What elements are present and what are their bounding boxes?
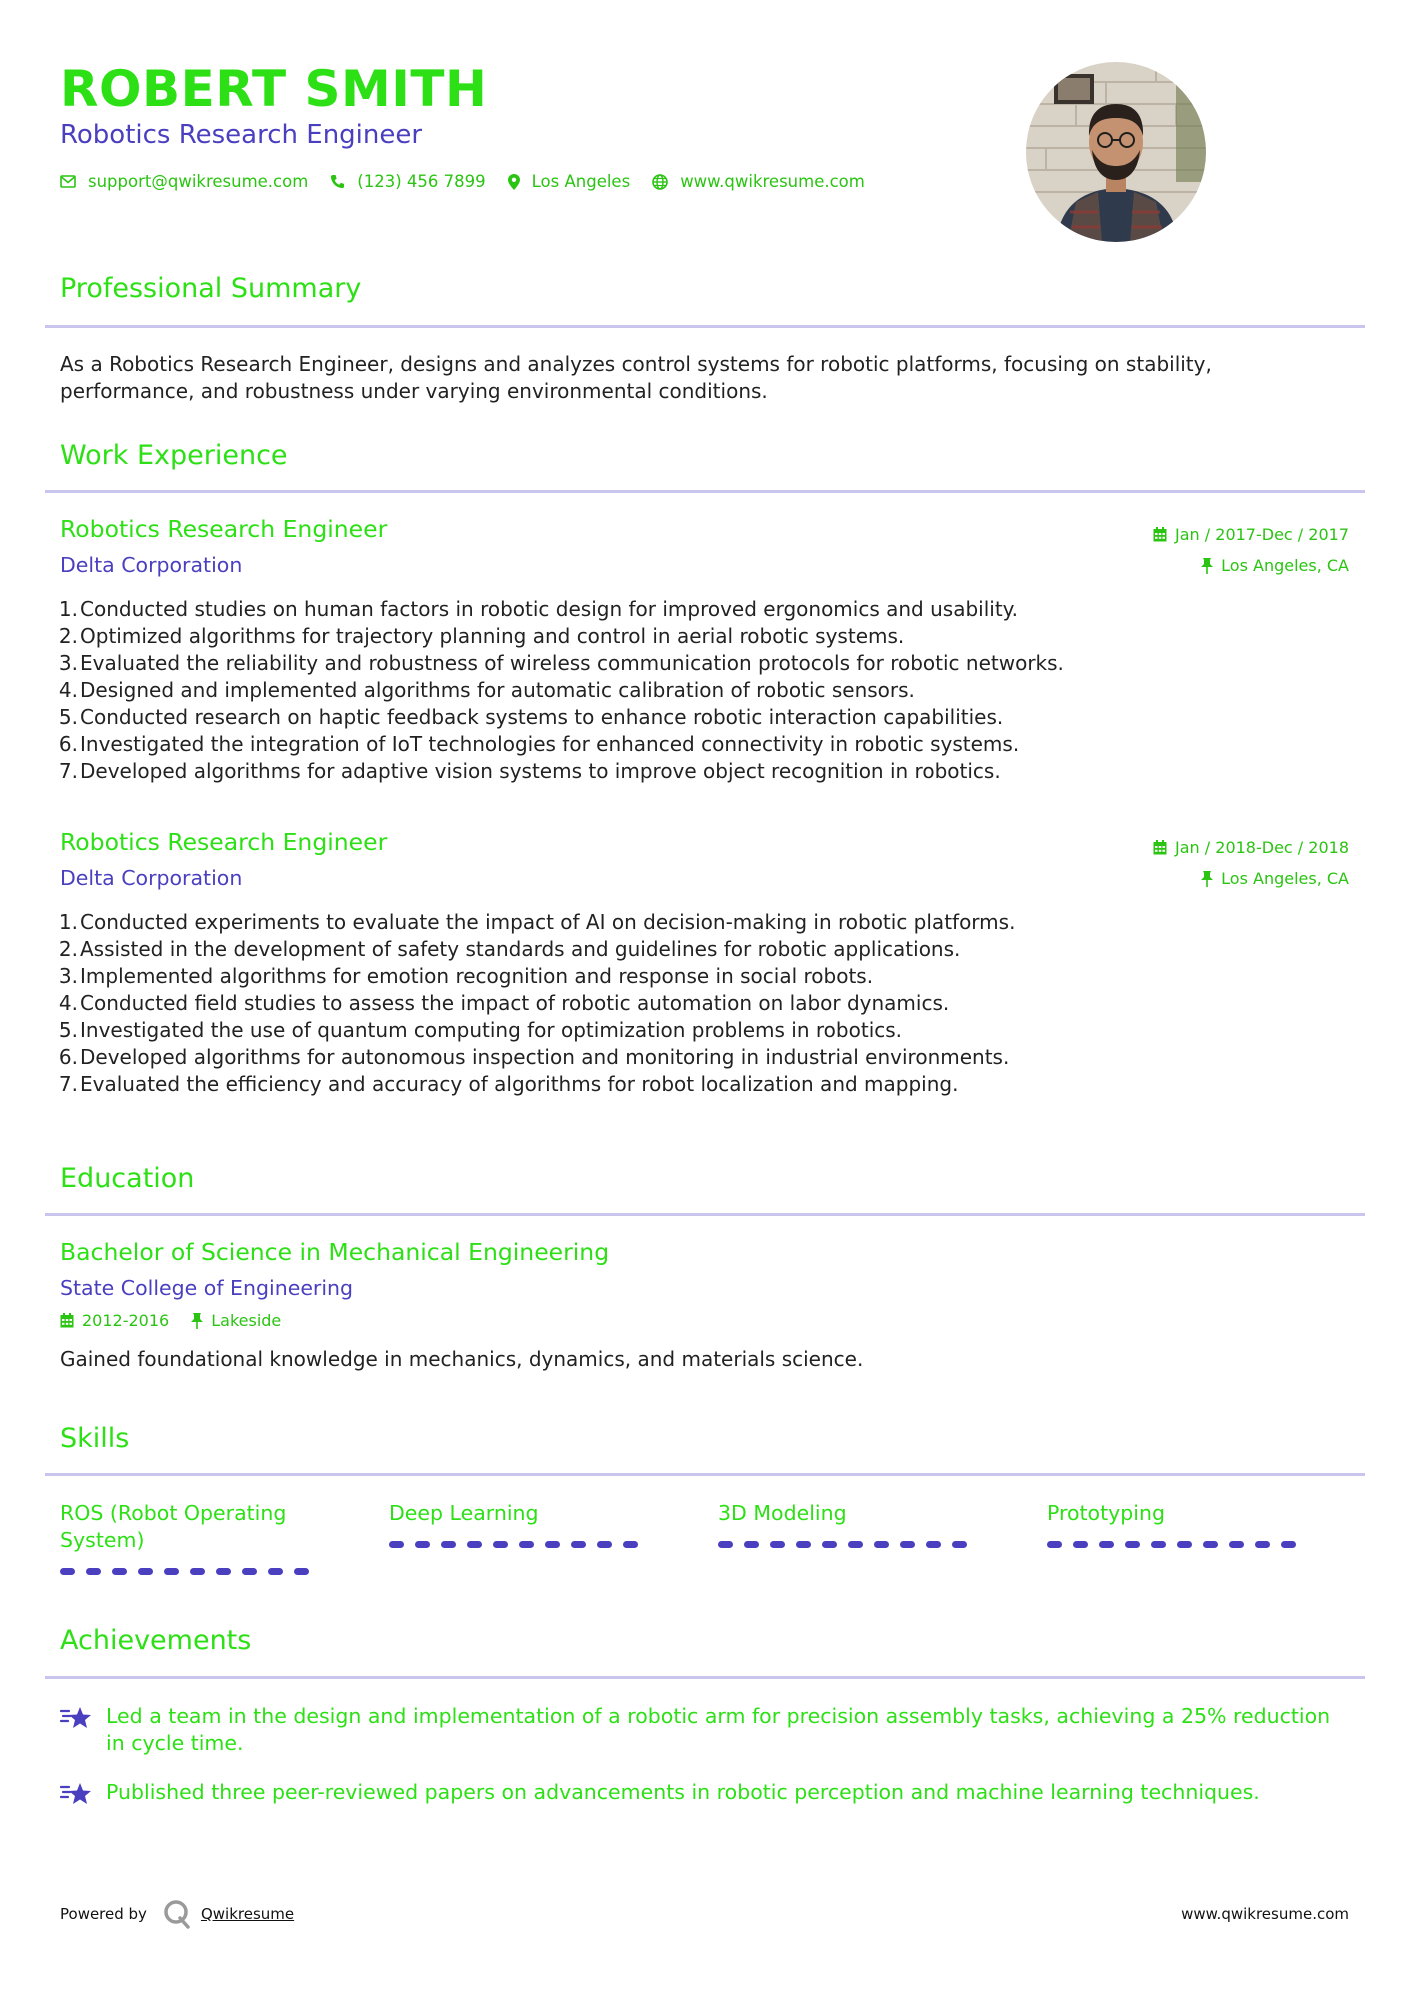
achievement-item [60, 1779, 1350, 1807]
skill-name: ROS (Robot Operating System) [60, 1501, 287, 1552]
shooting-star-icon [60, 1781, 92, 1807]
summary-text: As a Robotics Research Engineer, designs and analyzes control systems for robotic platforms, focusing on stability, performance, and robustness under varying environmental conditions. [60, 352, 1212, 403]
globe-icon [652, 174, 668, 190]
list-item: 2. Optimized algorithms for trajectory planning and control in aerial robotic systems. [58, 624, 905, 648]
list-item: 4. Designed and implemented algorithms for automatic calibration of robotic sensors. [58, 678, 915, 702]
skill-level-bar [60, 1568, 330, 1575]
shooting-star-icon [60, 1705, 92, 1731]
section-divider [45, 490, 1365, 493]
achievement-text: Published three peer-reviewed papers on advancements in robotic perception and machine learning techniques. [106, 1780, 1260, 1804]
skill-item [718, 1500, 988, 1548]
contact-email[interactable] [60, 172, 308, 191]
job-dates [1153, 838, 1349, 857]
skill-level-bar [718, 1541, 988, 1548]
list-item: 1. Conducted experiments to evaluate the impact of AI on decision-making in robotic platforms. [58, 910, 1016, 934]
job-company: Delta Corporation [60, 553, 243, 577]
achievement-item [60, 1703, 1350, 1757]
skills-heading: Skills [60, 1423, 130, 1454]
contact-website-text: www.qwikresume.com [680, 172, 865, 191]
profile-photo [1026, 62, 1206, 242]
contact-website[interactable] [652, 172, 865, 191]
phone-icon [330, 174, 345, 189]
candidate-title: Robotics Research Engineer [60, 120, 423, 150]
list-item: 2. Assisted in the development of safety standards and guidelines for robotic applications. [58, 937, 961, 961]
education-location: Lakeside [211, 1311, 282, 1330]
envelope-icon [60, 175, 76, 188]
list-item: 3. Evaluated the reliability and robustness of wireless communication protocols for robotic networks. [58, 651, 1064, 675]
candidate-name: ROBERT SMITH [60, 60, 488, 118]
contact-phone[interactable] [330, 172, 485, 191]
skill-item [60, 1500, 330, 1575]
education-school: State College of Engineering [60, 1276, 354, 1300]
contact-location [508, 172, 631, 191]
section-divider [45, 1213, 1365, 1216]
job-title: Robotics Research Engineer [60, 828, 388, 856]
list-item: 5. Investigated the use of quantum computing for optimization problems in robotics. [58, 1018, 903, 1042]
pushpin-icon [1201, 558, 1213, 574]
list-item: 6. Investigated the integration of IoT technologies for enhanced connectivity in robotic systems. [58, 732, 1020, 756]
list-item: 7. Evaluated the efficiency and accuracy of algorithms for robot localization and mapping. [58, 1072, 959, 1096]
qwikresume-logo-icon [163, 1899, 191, 1929]
skill-level-bar [389, 1541, 659, 1548]
list-item: 5. Conducted research on haptic feedback systems to enhance robotic interaction capabilities. [58, 705, 1004, 729]
education-meta [60, 1311, 281, 1330]
experience-heading: Work Experience [60, 440, 288, 471]
job-dates-text: Jan / 2017-Dec / 2017 [1175, 525, 1349, 544]
list-item: 1. Conducted studies on human factors in robotic design for improved ergonomics and usability. [58, 597, 1018, 621]
job-location-text: Los Angeles, CA [1221, 869, 1349, 888]
calendar-icon [60, 1313, 74, 1328]
job-company: Delta Corporation [60, 866, 243, 890]
education-degree: Bachelor of Science in Mechanical Engineering [60, 1238, 610, 1266]
list-item: 7. Developed algorithms for adaptive vision systems to improve object recognition in robotics. [58, 759, 1001, 783]
footer-website[interactable]: www.qwikresume.com [1181, 1905, 1349, 1923]
job-location-text: Los Angeles, CA [1221, 556, 1349, 575]
education-heading: Education [60, 1163, 195, 1194]
contact-location-text: Los Angeles [531, 172, 631, 191]
skill-name: 3D Modeling [718, 1501, 847, 1525]
job-location [1201, 556, 1349, 575]
section-divider [45, 325, 1365, 328]
calendar-icon [1153, 840, 1167, 855]
achievement-text: Led a team in the design and implementation of a robotic arm for precision assembly tasks, achieving a 25% reduction in cycle time. [106, 1704, 1331, 1755]
qwikresume-link[interactable]: Qwikresume [200, 1905, 295, 1923]
section-divider [45, 1676, 1365, 1679]
section-divider [45, 1473, 1365, 1476]
map-pin-icon [508, 174, 520, 190]
job-bullets [52, 909, 1292, 1098]
achievements-heading: Achievements [60, 1625, 252, 1656]
job-title: Robotics Research Engineer [60, 515, 388, 543]
powered-by-label: Powered by [60, 1905, 147, 1923]
job-bullets [52, 596, 1292, 785]
list-item: 4. Conducted field studies to assess the impact of robotic automation on labor dynamics. [58, 991, 950, 1015]
list-item: 3. Implemented algorithms for emotion recognition and response in social robots. [58, 964, 874, 988]
list-item: 6. Developed algorithms for autonomous inspection and monitoring in industrial environments. [58, 1045, 1010, 1069]
skill-name: Deep Learning [389, 1501, 539, 1525]
contact-phone-text: (123) 456 7899 [357, 172, 486, 191]
footer-powered-by [60, 1899, 294, 1929]
calendar-icon [1153, 527, 1167, 542]
contact-email-text: support@qwikresume.com [88, 172, 309, 191]
education-years: 2012-2016 [82, 1311, 170, 1330]
job-dates [1153, 525, 1349, 544]
skill-item [389, 1500, 659, 1548]
pushpin-icon [191, 1313, 203, 1329]
job-location [1201, 869, 1349, 888]
education-description: Gained foundational knowledge in mechanics, dynamics, and materials science. [60, 1347, 864, 1371]
skill-item [1047, 1500, 1317, 1548]
summary-heading: Professional Summary [60, 273, 362, 304]
skill-name: Prototyping [1047, 1501, 1165, 1525]
pushpin-icon [1201, 871, 1213, 887]
job-dates-text: Jan / 2018-Dec / 2018 [1175, 838, 1349, 857]
contact-bar [60, 172, 887, 191]
skill-level-bar [1047, 1541, 1317, 1548]
